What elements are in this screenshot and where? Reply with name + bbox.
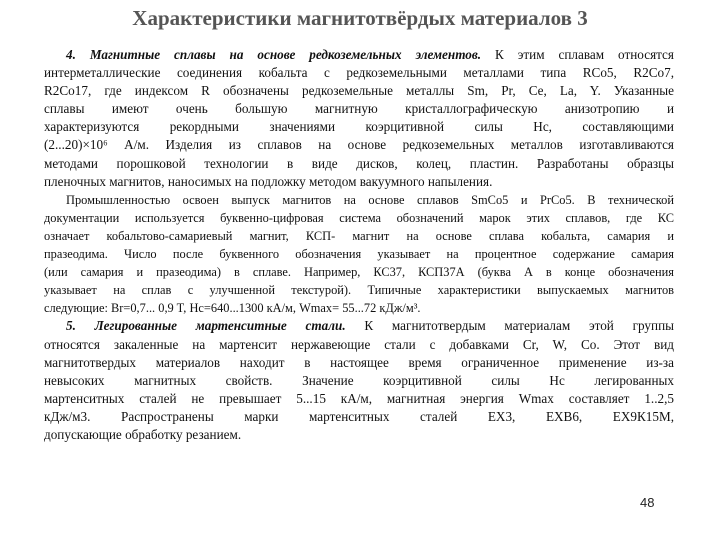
section4-line-8: пленочных магнитов, наносимых на подложку методом вакуумного напыления. <box>44 173 493 189</box>
section4-line-3: R2Co17, где индексом R обозначены редкоземельные металлы Sm, Pr, Ce, La, Y. Указанные <box>44 83 674 99</box>
page-number: 48 <box>640 495 655 510</box>
para2-line-4: празеодима. Число после буквенного обозначения указывает на процентное содержание самария <box>44 247 674 262</box>
section5-line-3: магнитотвердых материалов находит в настоящее время ограниченное применение из-за <box>44 354 674 370</box>
section4-line-2: интерметаллические соединения кобальта с редкоземельными металлами типа RCo5, R2Co7, <box>44 65 674 81</box>
section4-text: К этим сплавам относятся <box>481 47 674 62</box>
slide-title: Характеристики магнитотвёрдых материалов 3 <box>132 6 588 30</box>
para2-line-1: Промышленностью освоен выпуск магнитов на основе сплавов SmCo5 и PrCo5. В технической <box>66 192 674 207</box>
para2-line-2: документации используется буквенно-цифровая система обозначений марок этих сплавов, где КС <box>44 210 674 225</box>
section4-heading: 4. Магнитные сплавы на основе редкоземельных элементов. <box>66 47 482 62</box>
section4-line-4: сплавы имеют очень большую магнитную кристаллографическую анизотропию и <box>44 101 674 117</box>
slide-body <box>44 46 674 444</box>
section4-line-6: (2...20)×10⁶ А/м. Изделия из сплавов на основе редкоземельных металлов изготавливаются <box>44 137 674 153</box>
section5-line-2: относятся закаленные на мартенсит нержавеющие стали с добавками Cr, W, Co. Этот вид <box>44 336 674 352</box>
para2-line-5: (или самария и празеодима) в сплаве. Например, КС37, КСП37А (буква А в конце обозначения <box>44 265 674 280</box>
para2-line-3: означает кобальтово-самариевый магнит, КСП- магнит на основе сплава кобальта, самария и <box>44 228 674 243</box>
section5-line-6: кДж/м3. Распространены марки мартенситных сталей ЕХ3, ЕХВ6, ЕХ9К15М, <box>44 408 674 424</box>
section5-line-7: допускающие обработку резанием. <box>44 426 242 442</box>
para2-line-6: указывает на сплав с улучшенной текстурой). Типичные характеристики выпускаемых магнитов <box>44 283 674 298</box>
section4-line-5: характеризуются рекордными значениями коэрцитивной силы Hc, составляющими <box>44 119 674 135</box>
para2-line-7: следующие: Br=0,7... 0,9 T, Hc=640...1300 кА/м, Wmax= 55...72 кДж/м³. <box>44 301 421 316</box>
section4-line-1 <box>44 46 674 64</box>
section4-line-7: методами порошковой технологии в виде дисков, колец, пластин. Разработаны образцы <box>44 155 674 171</box>
section5-text: К магнитотвердым материалам этой группы <box>345 318 674 334</box>
section5-line-5: мартенситных сталей не превышает 5...15 кА/м, магнитная энергия Wmax составляет 1..2,5 <box>44 390 674 406</box>
section5-line-4: невысоких магнитных свойств. Значение коэрцитивной силы Hc легированных <box>44 372 674 388</box>
section5-line-1 <box>44 317 674 335</box>
section5-heading: 5. Легированные мартенситные стали. <box>66 318 346 334</box>
